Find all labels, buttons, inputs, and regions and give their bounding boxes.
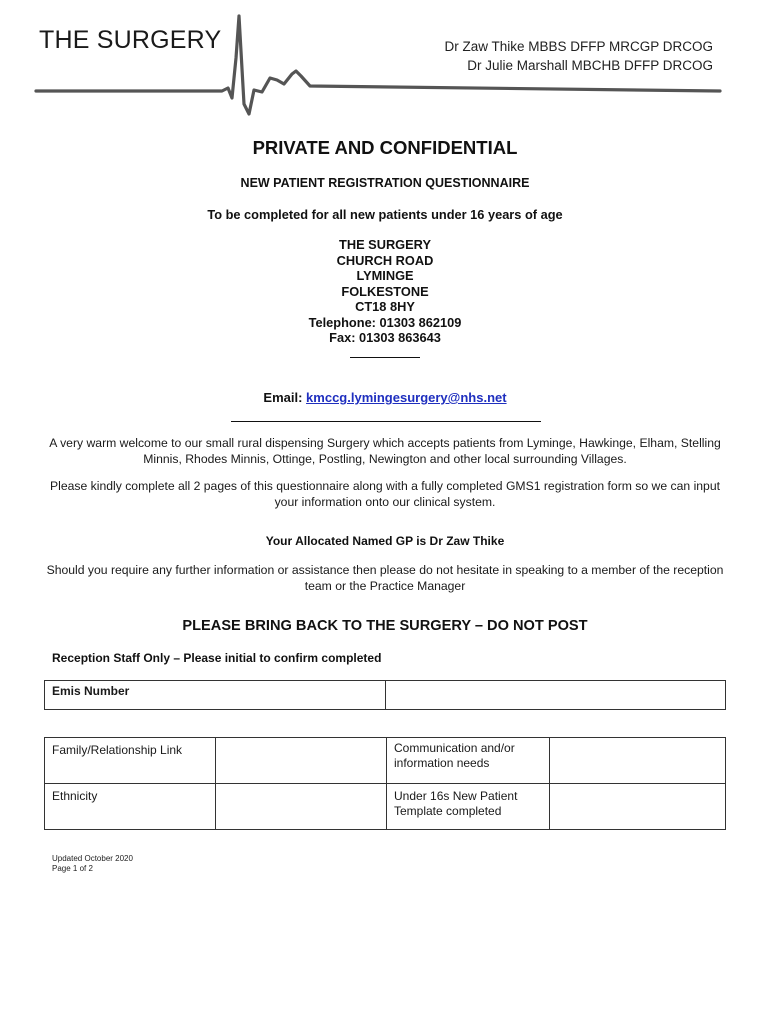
patient-info-table: [44, 737, 726, 830]
further-info-paragraph: Should you require any further information or assistance then please do not hesitate in speaking to a member of the reception team or the Practice Manager: [46, 563, 724, 593]
page-number: Page 1 of 2: [52, 863, 93, 873]
template-completed-field[interactable]: [550, 784, 726, 830]
questionnaire-title: NEW PATIENT REGISTRATION QUESTIONNAIRE: [240, 176, 530, 190]
family-relationship-field[interactable]: [216, 738, 387, 784]
ethnicity-field[interactable]: [216, 784, 387, 830]
letterhead-title: THE SURGERY: [39, 26, 222, 54]
table-row: [45, 784, 726, 830]
footer: [52, 854, 133, 873]
email-link[interactable]: kmccg.lymingesurgery@nhs.net: [306, 390, 507, 405]
email-label: Email:: [263, 390, 303, 405]
staff-only-note: Reception Staff Only – Please initial to confirm completed: [52, 651, 382, 665]
address-line: FOLKESTONE: [341, 283, 429, 299]
telephone: Telephone: 01303 862109: [308, 314, 462, 330]
address-line: THE SURGERY: [339, 237, 431, 252]
divider: [231, 421, 541, 422]
fax: Fax: 01303 863643: [329, 330, 441, 345]
table-row: [45, 738, 726, 784]
allocated-gp: Your Allocated Named GP is Dr Zaw Thike: [265, 534, 505, 548]
address-line: LYMINGE: [356, 268, 414, 283]
emis-table: [44, 680, 726, 710]
instructions-paragraph: Please kindly complete all 2 pages of this questionnaire along with a fully completed GMS1 registration form so we can input your information onto our clinical system.: [50, 479, 720, 509]
surgery-address: [0, 237, 770, 361]
family-relationship-label: Family/Relationship Link: [45, 738, 216, 784]
under-16-subtitle: To be completed for all new patients under 16 years of age: [207, 207, 563, 222]
template-completed-label: Under 16s New Patient Template completed: [387, 784, 550, 830]
updated-date: Updated October 2020: [52, 854, 133, 863]
welcome-paragraph: A very warm welcome to our small rural dispensing Surgery which accepts patients from Lyminge, Hawkinge, Elham, Stelling Minnis, Rhodes Minnis, Ottinge, Postling, Newington and other local surrounding Villages.: [49, 436, 721, 466]
email-line: [0, 390, 770, 405]
doctor-name: Dr Zaw Thike MBBS DFFP MRCGP DRCOG: [444, 39, 713, 54]
divider: [350, 349, 420, 358]
address-line: CT18 8HY: [355, 299, 415, 314]
emis-number-field[interactable]: [386, 681, 726, 710]
address-line: CHURCH ROAD: [336, 252, 434, 268]
table-row: [45, 681, 726, 710]
doctor-list: [444, 37, 713, 75]
doctor-name: Dr Julie Marshall MBCHB DFFP DRCOG: [467, 58, 713, 73]
communication-needs-label: Communication and/or information needs: [387, 738, 550, 784]
bring-back-notice: PLEASE BRING BACK TO THE SURGERY – DO NOT POST: [182, 618, 588, 634]
emis-number-label: Emis Number: [45, 681, 386, 710]
private-confidential-heading: PRIVATE AND CONFIDENTIAL: [252, 137, 518, 158]
ethnicity-label: Ethnicity: [45, 784, 216, 830]
communication-needs-field[interactable]: [550, 738, 726, 784]
